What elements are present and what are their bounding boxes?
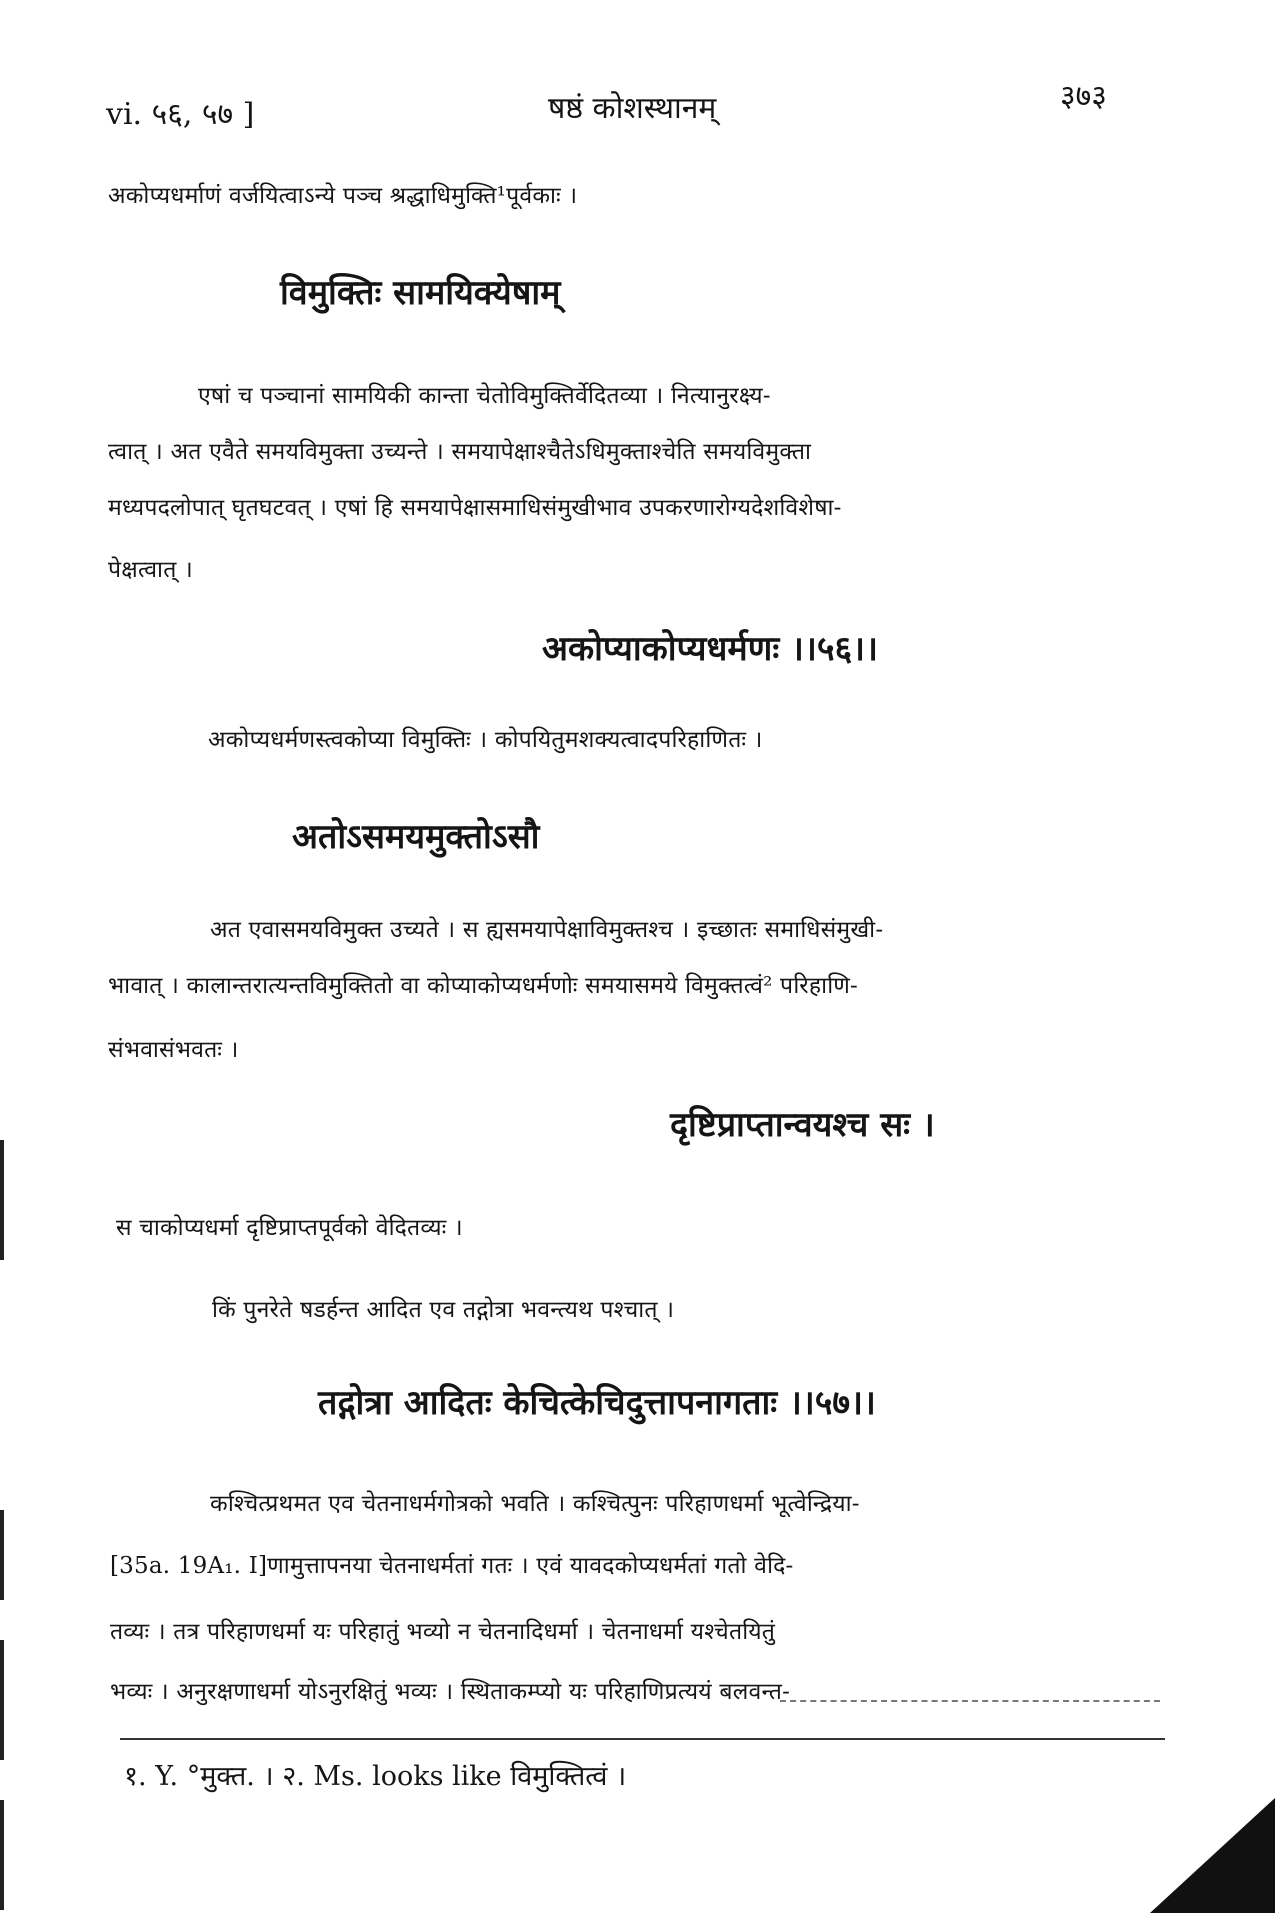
scan-edge-mark (0, 1140, 4, 1260)
prose-line: भव्यः । अनुरक्षणाधर्मा योऽनुरक्षितुं भव्यः । स्थिताकम्प्यो यः परिहाणिप्रत्ययं बलवन्त- (110, 1679, 791, 1705)
prose-line: अकोप्यधर्माणं वर्जयित्वाऽन्ये पञ्च श्रद्धाधिमुक्ति¹पूर्वकाः । (108, 183, 578, 209)
prose-line: अकोप्यधर्मणस्त्वकोप्या विमुक्तिः । कोपयितुमशक्यत्वादपरिहाणितः । (208, 727, 763, 753)
prose-line: भावात् । कालान्तरात्यन्तविमुक्तितो वा कोप्याकोप्यधर्मणोः समयासमये विमुक्तत्वं² परिहाणि- (108, 973, 859, 999)
verse-line: अकोप्याकोप्यधर्मणः ।।५६।। (542, 629, 878, 669)
prose-line: कश्चित्प्रथमत एव चेतनाधर्मगोत्रको भवति । कश्चित्पुनः परिहाणधर्मा भूत्वेन्द्रिया- (210, 1491, 860, 1517)
page-number: ३७३ (1060, 79, 1107, 114)
prose-line: एषां च पञ्चानां सामयिकी कान्ता चेतोविमुक्तिर्वेदितव्या । नित्यानुरक्ष्य- (198, 383, 771, 409)
verse-line: तद्गोत्रा आदितः केचित्केचिदुत्तापनागताः ।।५७।। (318, 1383, 876, 1423)
header-left-ref: vi. ५६, ५७ ] (106, 97, 255, 132)
prose-line: अत एवासमयविमुक्त उच्यते । स ह्यसमयापेक्षाविमुक्तश्च । इच्छातः समाधिसंमुखी- (210, 917, 884, 943)
header-title: षष्ठं कोशस्थानम् (548, 91, 717, 126)
verse-line: विमुक्तिः सामयिक्येषाम् (280, 273, 561, 313)
prose-line: मध्यपदलोपात् घृतघटवत् । एषां हि समयापेक्षासमाधिसंमुखीभाव उपकरणारोग्यदेशविशेषा- (108, 495, 842, 521)
footnote-rule (120, 1738, 1165, 1740)
scan-artifact-dashes (780, 1700, 1160, 1702)
prose-line: त्वात् । अत एवैते समयविमुक्ता उच्यन्ते । समयापेक्षाश्चैतेऽधिमुक्ताश्चेति समयविमुक्ता (108, 439, 812, 465)
prose-line: किं पुनरेते षडर्हन्त आदित एव तद्गोत्रा भवन्त्यथ पश्चात् । (212, 1297, 675, 1323)
verse-line: दृष्टिप्राप्तान्वयश्च सः । (670, 1105, 935, 1145)
footnotes: १. Y. °मुक्त. । २. Ms. looks like विमुक्तित्वं । (124, 1761, 627, 1792)
scan-corner-shadow (1150, 1798, 1275, 1913)
scan-edge-mark (0, 1800, 4, 1910)
prose-line: [35a. 19A₁. I]णामुत्तापनया चेतनाधर्मतां गतः । एवं यावदकोप्यधर्मतां गतो वेदि- (110, 1553, 794, 1579)
prose-line: तव्यः । तत्र परिहाणधर्मा यः परिहातुं भव्यो न चेतनादिधर्मा । चेतनाधर्मा यश्चेतयितुं (110, 1619, 776, 1645)
scan-edge-mark (0, 1640, 4, 1760)
verse-line: अतोऽसमयमुक्तोऽसौ (292, 817, 540, 857)
prose-line: स चाकोप्यधर्मा दृष्टिप्राप्तपूर्वको वेदितव्यः । (116, 1215, 463, 1241)
scan-edge-mark (0, 1510, 4, 1600)
prose-line: संभवासंभवतः । (108, 1037, 239, 1063)
prose-line: पेक्षत्वात् । (108, 557, 193, 583)
